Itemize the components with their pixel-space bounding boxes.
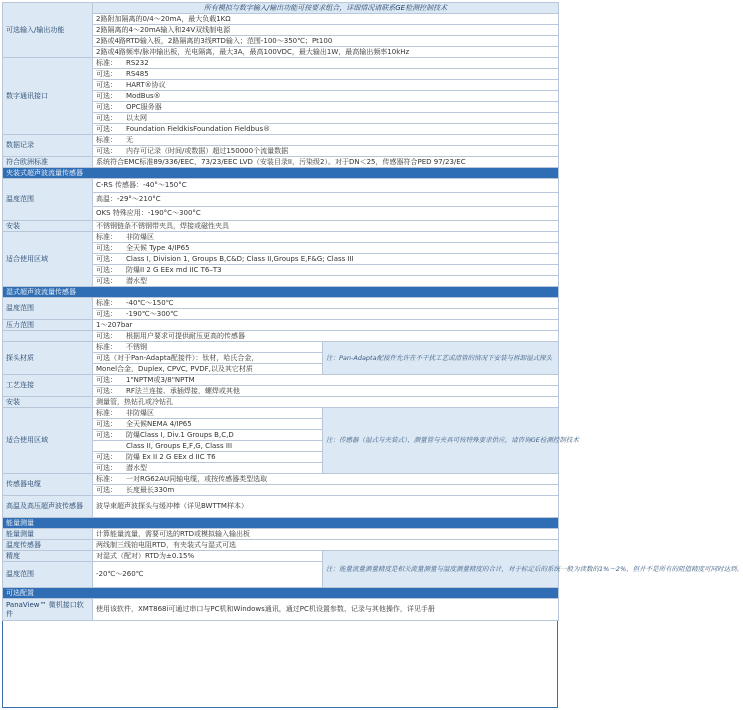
comm-row <box>93 124 559 135</box>
wetted-area-row <box>93 419 323 430</box>
material-level: 可选（对于Pan-Adapta配接件）： <box>96 353 203 362</box>
wetted-area-level: 可选： <box>96 463 117 472</box>
material-level: 标准： <box>96 342 117 351</box>
log-row <box>93 135 559 146</box>
cable-label: 传感器电缆 <box>3 474 93 496</box>
clamp-temp-row: 高温：-29°～210°C <box>93 193 559 207</box>
clamp-area-row <box>93 265 559 276</box>
accuracy-label: 精度 <box>3 551 93 562</box>
wetted-temp-label: 温度范围 <box>3 298 93 320</box>
pressure-opt-spacer <box>3 331 93 342</box>
wetted-area-note: 注：传感器（湿式与夹装式），测量管与夹具可按特殊要求供应，请咨询GE检测控制技术 <box>323 408 559 474</box>
clamp-area-row <box>93 276 559 287</box>
comm-row <box>93 91 559 102</box>
io-row: 2路隔离的4～20mA输入和24V双线制电源 <box>93 25 559 36</box>
wetted-area-label: 适合使用区域 <box>3 408 93 474</box>
comm-row <box>93 80 559 91</box>
wetted-area-value: 防爆Class I, Div.1 Groups B,C,D <box>126 430 234 439</box>
wetted-area-value: 非防爆区 <box>126 408 154 417</box>
comm-level: 可选： <box>96 91 117 100</box>
io-label: 可选输入/输出功能 <box>3 3 93 58</box>
clamp-area-row <box>93 243 559 254</box>
panaview-value: 使用该软件，XMT868i可通过串口与PC机和Windows通讯，通过PC机设置参数、记录与其他操作，详见手册 <box>93 599 559 621</box>
comm-row <box>93 113 559 124</box>
log-value: 无 <box>126 135 133 144</box>
cable-level: 可选： <box>96 485 117 494</box>
process-label: 工艺连接 <box>3 375 93 397</box>
wetted-install-label: 安装 <box>3 397 93 408</box>
wetted-area-row <box>93 430 323 441</box>
process-level: 可选： <box>96 375 117 384</box>
clamp-area-value: 非防爆区 <box>126 232 154 241</box>
clamp-area-label: 适合使用区域 <box>3 232 93 287</box>
material-row <box>93 353 323 364</box>
comm-row <box>93 69 559 80</box>
material-row <box>93 364 323 375</box>
material-value: Monel合金，Duplex, CPVC, PVDF,以及其它材质 <box>96 364 253 373</box>
cable-row <box>93 485 559 496</box>
eu-label: 符合欧洲标准 <box>3 157 93 168</box>
cable-row <box>93 474 559 485</box>
clamp-area-value: 防爆II 2 G EEx md IIC T6–T3 <box>126 265 222 274</box>
comm-row <box>93 58 559 69</box>
io-banner: 所有模拟与数字输入/输出功能可按要求组合，详细情况请联系GE检测控制技术 <box>93 3 559 14</box>
hp-value: 波导束超声波探头与缓冲棒（详见BWTTM样本） <box>93 496 559 518</box>
clamp-area-row <box>93 232 559 243</box>
energy-label: 能量测量 <box>3 529 93 540</box>
material-value: 不锈钢 <box>126 342 147 351</box>
comm-level: 标准： <box>96 58 117 67</box>
clamp-area-level: 可选： <box>96 243 117 252</box>
cable-value: 一对RG62AU同轴电缆，或按传感器类型选取 <box>126 474 268 483</box>
comm-value: RS485 <box>126 69 149 78</box>
wetted-area-level: 可选： <box>96 419 117 428</box>
log-level: 可选： <box>96 146 117 155</box>
comm-level: 可选： <box>96 113 117 122</box>
clamp-area-level: 可选： <box>96 265 117 274</box>
temp-sensor-value: 两线制三线铂电阻RTD，有夹装式与湿式可选 <box>93 540 559 551</box>
comm-level: 可选： <box>96 124 117 133</box>
clamp-temp-row: OKS 特殊应用：-190°C～300°C <box>93 207 559 221</box>
clamp-area-value: 潜水型 <box>126 276 147 285</box>
wetted-temp-value: -40℃～150℃ <box>126 298 174 307</box>
eu-value: 系统符合EMC标准89/336/EEC，73/23/EEC LVD（安装目录II，污染级2）。对于DN＜25，传感器符合PED 97/23/EC <box>93 157 559 168</box>
io-row: 2路或4路频率/脉冲输出板，光电隔离，最大3A，最高100VDC，最大输出1W，最高输出频率10kHz <box>93 47 559 58</box>
section-config: 可选配置 <box>3 588 559 599</box>
comm-value: OPC服务器 <box>126 102 162 111</box>
material-row <box>93 342 323 353</box>
comm-label: 数字通讯接口 <box>3 58 93 135</box>
energy-note: 注：能量流量测量精度是相关流量测量与温度测量精度的合计，对于标定后的系统一般为读数的1%～2%，但并不是所有的阻值精度可同时达到。 <box>323 551 559 588</box>
clamp-area-value: 全天候 Type 4/IP65 <box>126 243 190 252</box>
wetted-temp-level: 可选： <box>96 309 117 318</box>
clamp-area-row <box>93 254 559 265</box>
io-row: 2路附加隔离的0/4～20mA，最大负载1KΩ <box>93 14 559 25</box>
wetted-area-level: 可选： <box>96 430 117 439</box>
pressure-opt-level: 可选： <box>96 331 117 340</box>
clamp-area-level: 可选： <box>96 254 117 263</box>
comm-level: 可选： <box>96 69 117 78</box>
comm-level: 可选： <box>96 102 117 111</box>
energy-temp-label: 温度范围 <box>3 562 93 588</box>
process-level: 可选： <box>96 386 117 395</box>
material-label: 探头材质 <box>3 342 93 375</box>
clamp-temp-label: 温度范围 <box>3 179 93 221</box>
temp-sensor-label: 温度传感器 <box>3 540 93 551</box>
comm-value: HART®协议 <box>126 80 166 89</box>
clamp-temp-row: C-RS 传感器：-40°～150°C <box>93 179 559 193</box>
wetted-temp-level: 标准： <box>96 298 117 307</box>
section-clamp-on: 夹装式超声波流量传感器 <box>3 168 559 179</box>
wetted-area-row <box>93 463 323 474</box>
pressure-label: 压力范围 <box>3 320 93 331</box>
section-energy: 能量测量 <box>3 518 559 529</box>
material-note: 注：Pan-Adapta配接件允许在不干扰工艺或清管的情况下安装与拆卸湿式探头 <box>323 342 559 375</box>
process-value: 1"NPTM或3/8"NPTM <box>126 375 195 384</box>
comm-level: 可选： <box>96 80 117 89</box>
clamp-area-value: Class I, Division 1, Groups B,C&D; Class II,Groups E,F&G; Class III <box>126 254 354 263</box>
accuracy-value: 对湿式（配对）RTD为±0.15% <box>93 551 323 562</box>
material-value: 钛材，哈氏合金， <box>202 353 259 362</box>
wetted-install-value: 测量管，热钻孔或冷钻孔 <box>93 397 559 408</box>
log-label: 数据记录 <box>3 135 93 157</box>
wetted-area-value: Class II, Groups E,F,G, Class III <box>126 441 233 450</box>
clamp-area-level: 标准： <box>96 232 117 241</box>
wetted-area-level: 可选： <box>96 452 117 461</box>
pressure-value: 1～207bar <box>93 320 559 331</box>
log-value: 内存可记录（时间/或数据）超过150000个流量数据 <box>126 146 289 155</box>
comm-value: 以太网 <box>126 113 147 122</box>
energy-value: 计算能量流量，需要可选的RTD或模拟输入输出板 <box>93 529 559 540</box>
section-wetted: 湿式超声波流量传感器 <box>3 287 559 298</box>
panaview-label: PanaView™ 微机接口软件 <box>3 599 93 621</box>
wetted-temp-value: -190℃～300℃ <box>126 309 178 318</box>
wetted-area-row <box>93 408 323 419</box>
io-row: 2路或4路RTD输入板，2路隔离的3线RTD输入；范围-100～350℃；Pt100 <box>93 36 559 47</box>
pressure-opt-value: 根据用户要求可提供耐压更高的传感器 <box>126 331 245 340</box>
log-row <box>93 146 559 157</box>
wetted-temp-row <box>93 298 559 309</box>
clamp-area-level: 可选： <box>96 276 117 285</box>
process-value: RF法兰连接、承插焊接，螺焊或其他 <box>126 386 240 395</box>
wetted-area-level: 标准： <box>96 408 117 417</box>
energy-temp-value: -20℃～260℃ <box>93 562 323 588</box>
cable-level: 标准： <box>96 474 117 483</box>
comm-value: Foundation FieldkisFoundation Fieldbus® <box>126 124 271 133</box>
process-row <box>93 386 559 397</box>
pressure-opt-row <box>93 331 559 342</box>
log-level: 标准： <box>96 135 117 144</box>
cable-value: 长度最长330m <box>126 485 175 494</box>
wetted-area-value: 潜水型 <box>126 463 147 472</box>
comm-value: RS232 <box>126 58 149 67</box>
comm-row <box>93 102 559 113</box>
clamp-install-label: 安装 <box>3 221 93 232</box>
wetted-temp-row <box>93 309 559 320</box>
hp-label: 高温及高压超声波传感器 <box>3 496 93 518</box>
wetted-area-row <box>93 452 323 463</box>
spec-table <box>2 2 743 621</box>
wetted-area-row <box>93 441 323 452</box>
process-row <box>93 375 559 386</box>
comm-value: ModBus® <box>126 91 161 100</box>
wetted-area-value: 全天候NEMA 4/IP65 <box>126 419 192 428</box>
wetted-area-value: 防爆 Ex II 2 G EEx d IIC T6 <box>126 452 216 461</box>
clamp-install-value: 不锈钢链条不锈钢带夹具，焊接或磁性夹具 <box>93 221 559 232</box>
